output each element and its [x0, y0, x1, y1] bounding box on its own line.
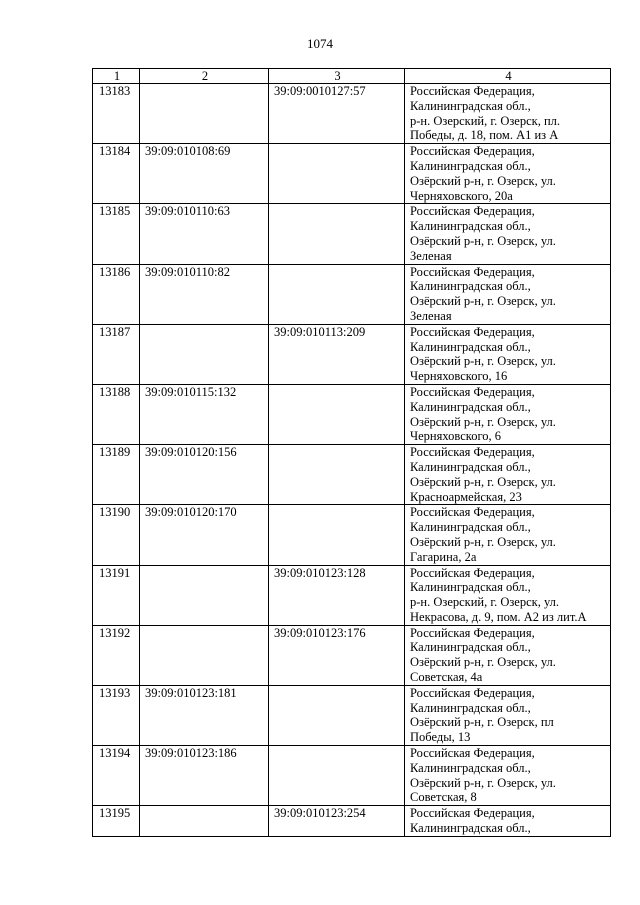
header-cell-1: 1: [93, 69, 140, 84]
table-header: [93, 69, 611, 84]
cadastral-number-cell: 39:09:010115:132: [140, 384, 269, 444]
table-row: [93, 685, 611, 745]
address-line: Победы, 13: [410, 730, 471, 745]
table-body: [93, 84, 611, 837]
row-number-cell: 13188: [93, 384, 140, 444]
table-row: [93, 324, 611, 384]
cadastral-object-number-cell: [269, 445, 405, 505]
address-cell: [405, 384, 611, 444]
address-cell: [405, 324, 611, 384]
address-line: Озёрский р-н, г. Озерск, ул.: [410, 414, 556, 429]
address-line: Озёрский р-н, г. Озерск, ул.: [410, 655, 556, 670]
address-line: Гагарина, 2а: [410, 549, 477, 564]
table-row: [93, 625, 611, 685]
address-line: Калининградская обл.,: [410, 459, 531, 474]
row-number-cell: 13190: [93, 505, 140, 565]
address-line: Калининградская обл.,: [410, 640, 531, 655]
address-line: Зеленая: [410, 248, 452, 263]
address-line: р-н. Озерский, г. Озерск, ул.: [410, 595, 560, 610]
row-number-cell: 13185: [93, 204, 140, 264]
header-cell-2: 2: [140, 69, 269, 84]
cadastral-number-cell: 39:09:010108:69: [140, 144, 269, 204]
address-cell: [405, 84, 611, 144]
address-line: Российская Федерация,: [410, 625, 535, 640]
address-line: Калининградская обл.,: [410, 279, 531, 294]
address-cell: [405, 264, 611, 324]
address-line: Калининградская обл.,: [410, 520, 531, 535]
cadastral-number-cell: 39:09:010110:82: [140, 264, 269, 324]
table-row: [93, 384, 611, 444]
cadastral-object-number-cell: 39:09:010123:128: [269, 565, 405, 625]
address-line: Черняховского, 16: [410, 369, 508, 384]
cadastral-number-cell: 39:09:010123:181: [140, 685, 269, 745]
address-line: Калининградская обл.,: [410, 700, 531, 715]
table-row: [93, 806, 611, 837]
cadastral-number-cell: [140, 324, 269, 384]
address-cell: [405, 565, 611, 625]
address-line: Калининградская обл.,: [410, 158, 531, 173]
address-line: Российская Федерация,: [410, 384, 535, 399]
row-number-cell: 13194: [93, 746, 140, 806]
address-line: Победы, д. 18, пом. А1 из А: [410, 128, 559, 143]
cadastral-number-cell: 39:09:010123:186: [140, 746, 269, 806]
row-number-cell: 13187: [93, 324, 140, 384]
address-line: Озёрский р-н, г. Озерск, ул.: [410, 294, 556, 309]
address-line: Российская Федерация,: [410, 565, 535, 580]
table-row: [93, 746, 611, 806]
cadastral-object-number-cell: 39:09:010123:176: [269, 625, 405, 685]
cadastral-object-number-cell: 39:09:010123:254: [269, 806, 405, 837]
table-row: [93, 505, 611, 565]
row-number-cell: 13184: [93, 144, 140, 204]
row-number-cell: 13195: [93, 806, 140, 837]
address-line: Калининградская обл.,: [410, 821, 531, 836]
cadastral-object-number-cell: [269, 685, 405, 745]
address-line: Советская, 4а: [410, 670, 483, 685]
page-number: 1074: [307, 36, 333, 51]
address-cell: [405, 204, 611, 264]
address-cell: [405, 746, 611, 806]
cadastral-object-number-cell: [269, 204, 405, 264]
row-number-cell: 13193: [93, 685, 140, 745]
registry-table: [92, 68, 611, 837]
address-cell: [405, 505, 611, 565]
address-line: Российская Федерация,: [410, 746, 535, 761]
address-cell: [405, 806, 611, 837]
table-row: [93, 204, 611, 264]
cadastral-object-number-cell: [269, 384, 405, 444]
header-cell-4: 4: [405, 69, 611, 84]
table-row: [93, 84, 611, 144]
table-row: [93, 445, 611, 505]
cadastral-object-number-cell: 39:09:0010127:57: [269, 84, 405, 144]
cadastral-number-cell: 39:09:010120:156: [140, 445, 269, 505]
table-row: [93, 264, 611, 324]
cadastral-number-cell: 39:09:010120:170: [140, 505, 269, 565]
row-number-cell: 13186: [93, 264, 140, 324]
address-line: Озёрский р-н, г. Озерск, ул.: [410, 775, 556, 790]
address-line: Черняховского, 20а: [410, 188, 513, 203]
address-line: Российская Федерация,: [410, 324, 535, 339]
address-line: Российская Федерация,: [410, 204, 535, 219]
row-number-cell: 13191: [93, 565, 140, 625]
address-line: Российская Федерация,: [410, 264, 535, 279]
address-line: Российская Федерация,: [410, 144, 535, 159]
address-line: Калининградская обл.,: [410, 399, 531, 414]
cadastral-number-cell: [140, 625, 269, 685]
address-line: Калининградская обл.,: [410, 760, 531, 775]
header-row: [93, 69, 611, 84]
address-line: Российская Федерация,: [410, 445, 535, 460]
address-line: Некрасова, д. 9, пом. А2 из лит.А: [410, 609, 587, 624]
address-line: Озёрский р-н, г. Озерск, пл: [410, 715, 554, 730]
address-line: Калининградская обл.,: [410, 339, 531, 354]
address-line: Российская Федерация,: [410, 806, 535, 821]
cadastral-number-cell: [140, 565, 269, 625]
cadastral-object-number-cell: [269, 264, 405, 324]
address-line: Черняховского, 6: [410, 429, 502, 444]
header-cell-3: 3: [269, 69, 405, 84]
cadastral-object-number-cell: [269, 505, 405, 565]
address-line: Красноармейская, 23: [410, 489, 522, 504]
address-cell: [405, 144, 611, 204]
address-line: р-н. Озерский, г. Озерск, пл.: [410, 113, 561, 128]
cadastral-number-cell: [140, 84, 269, 144]
address-line: Калининградская обл.,: [410, 580, 531, 595]
table-row: [93, 565, 611, 625]
address-line: Озёрский р-н, г. Озерск, ул.: [410, 474, 556, 489]
cadastral-number-cell: [140, 806, 269, 837]
address-line: Советская, 8: [410, 790, 477, 805]
row-number-cell: 13192: [93, 625, 140, 685]
cadastral-object-number-cell: [269, 144, 405, 204]
row-number-cell: 13189: [93, 445, 140, 505]
row-number-cell: 13183: [93, 84, 140, 144]
address-line: Калининградская обл.,: [410, 98, 531, 113]
address-line: Озёрский р-н, г. Озерск, ул.: [410, 354, 556, 369]
address-line: Российская Федерация,: [410, 685, 535, 700]
address-line: Озёрский р-н, г. Озерск, ул.: [410, 233, 556, 248]
address-cell: [405, 625, 611, 685]
address-line: Калининградская обл.,: [410, 219, 531, 234]
address-cell: [405, 685, 611, 745]
address-line: Озёрский р-н, г. Озерск, ул.: [410, 173, 556, 188]
table-row: [93, 144, 611, 204]
cadastral-object-number-cell: [269, 746, 405, 806]
cadastral-object-number-cell: 39:09:010113:209: [269, 324, 405, 384]
address-line: Российская Федерация,: [410, 505, 535, 520]
address-cell: [405, 445, 611, 505]
address-line: Зеленая: [410, 308, 452, 323]
cadastral-number-cell: 39:09:010110:63: [140, 204, 269, 264]
address-line: Российская Федерация,: [410, 84, 535, 98]
address-line: Озёрский р-н, г. Озерск, ул.: [410, 534, 556, 549]
